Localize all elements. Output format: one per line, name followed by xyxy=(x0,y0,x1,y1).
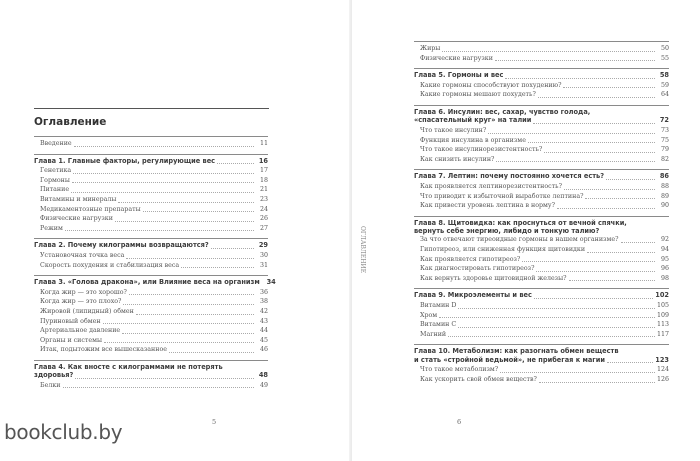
toc-entry xyxy=(414,274,669,284)
leader-dots xyxy=(129,294,254,295)
toc-entry-title: Глава 10. Метаболизм: как разогнать обмен веществ xyxy=(414,347,619,356)
toc-entry-title: Скорость похудения и стабилизация веса xyxy=(40,261,180,269)
toc-entry xyxy=(34,297,268,307)
toc-entry-title: Установочная точка веса xyxy=(40,251,125,259)
toc-entry xyxy=(414,264,669,274)
toc-entry xyxy=(414,311,669,321)
toc-entry-page: 23 xyxy=(259,195,268,203)
leader-dots xyxy=(522,261,655,262)
toc-entry-page: 24 xyxy=(259,205,268,213)
leader-dots xyxy=(169,352,254,353)
toc-left xyxy=(34,136,276,395)
leader-dots xyxy=(75,378,254,379)
toc-entry-title: Физические нагрузки xyxy=(40,215,113,223)
toc-entry xyxy=(34,307,268,317)
toc-entry xyxy=(414,235,669,245)
toc-entry-page: 89 xyxy=(660,192,669,200)
leader-dots xyxy=(536,271,655,272)
toc-entry-page: 88 xyxy=(660,182,669,190)
toc-entry-page: 94 xyxy=(660,246,669,254)
toc-entry xyxy=(414,126,669,136)
leader-dots xyxy=(217,163,254,164)
toc-entry-page: 73 xyxy=(660,126,669,134)
toc-entry-title: Магний xyxy=(420,330,447,338)
toc-entry-page: 43 xyxy=(259,317,268,325)
leader-dots xyxy=(563,87,655,88)
toc-entry xyxy=(34,185,268,195)
leader-dots xyxy=(181,267,254,268)
toc-chapter-heading xyxy=(414,227,669,235)
toc-entry-title: Глава 9. Микроэлементы и вес xyxy=(414,291,532,300)
toc-entry-page: 21 xyxy=(259,186,268,194)
toc-entry-title: Глава 4. Как вносте с килограммами не потерять xyxy=(34,362,223,371)
toc-entry-title: Глава 5. Гормоны и вес xyxy=(414,71,504,80)
toc-entry-page: 36 xyxy=(259,288,268,296)
toc-chapter-heading xyxy=(34,278,276,288)
toc-entry xyxy=(34,336,268,346)
leader-dots xyxy=(564,189,655,190)
toc-entry-page: 50 xyxy=(660,45,669,52)
toc-entry-page: 75 xyxy=(660,136,669,144)
page-number-right: 6 xyxy=(457,418,462,426)
toc-entry-page: 109 xyxy=(656,311,669,319)
toc-entry xyxy=(34,176,268,186)
toc-entry-page: 117 xyxy=(656,330,669,338)
toc-chapter-heading xyxy=(34,363,268,371)
toc-entry xyxy=(414,320,669,330)
toc-entry-title: Жировой (липидный) обмен xyxy=(40,307,134,315)
toc-entry-title: здоровья? xyxy=(34,371,74,380)
toc-entry-page: 95 xyxy=(660,255,669,263)
toc-chapter-heading xyxy=(414,172,669,182)
leader-dots xyxy=(534,298,653,299)
leader-dots xyxy=(115,221,254,222)
toc-entry-title: Артериальное давление xyxy=(40,327,121,335)
toc-entry xyxy=(34,317,268,327)
toc-entry-title: Когда жир — это хорошо? xyxy=(40,288,127,296)
toc-entry-title: Пуриновый обмен xyxy=(40,317,101,325)
toc-entry xyxy=(34,261,268,271)
leader-dots xyxy=(621,242,656,243)
toc-entry-page: 124 xyxy=(656,366,669,374)
toc-entry xyxy=(414,54,669,64)
toc-section xyxy=(34,275,276,355)
toc-section xyxy=(414,41,669,63)
leader-dots xyxy=(63,387,255,388)
toc-entry-page: 96 xyxy=(660,265,669,273)
leader-dots xyxy=(74,146,254,147)
toc-entry-title: Глава 2. Почему килограммы возвращаются? xyxy=(34,241,209,250)
toc-entry-page: 49 xyxy=(259,381,268,389)
toc-entry-title: Что приводит к избыточной выработке лептина? xyxy=(420,192,584,200)
toc-entry-page: 46 xyxy=(259,346,268,354)
toc-entry-title: Какие гормоны способствуют похудению? xyxy=(420,81,562,89)
toc-chapter-heading xyxy=(414,219,669,227)
toc-chapter-heading xyxy=(34,371,268,381)
toc-entry-title: Белки xyxy=(40,381,61,389)
toc-entry-title: Гипотиреоз, или сниженная функция щитовидки xyxy=(420,246,586,254)
toc-entry-page: 55 xyxy=(660,54,669,62)
toc-entry xyxy=(34,205,268,215)
toc-chapter-heading xyxy=(34,241,268,251)
toc-chapter-heading xyxy=(34,157,268,167)
toc-entry-title: Как проявляется лептинорезистентность? xyxy=(420,182,562,190)
toc-entry-title: Витамин С xyxy=(420,321,457,329)
toc-chapter-heading xyxy=(414,291,669,301)
leader-dots xyxy=(104,342,254,343)
toc-entry-title: Какие гормоны мешают похудеть? xyxy=(420,91,536,99)
toc-entry xyxy=(414,375,669,385)
toc-entry xyxy=(414,330,669,340)
toc-entry-page: 79 xyxy=(660,146,669,154)
toc-entry-page: 48 xyxy=(258,371,268,380)
leader-dots xyxy=(442,51,655,52)
toc-entry-title: Хром xyxy=(420,311,438,319)
toc-entry-page: 102 xyxy=(655,291,669,300)
toc-entry-title: Глава 3. «Голова дракона», или Влияние веса на организм xyxy=(34,278,260,287)
leader-dots xyxy=(126,258,254,259)
toc-entry-title: За что отвечают тиреоидные гормоны в нашем организме? xyxy=(420,236,619,244)
toc-entry-page: 31 xyxy=(259,261,268,269)
toc-entry-title: Витамины и минералы xyxy=(40,195,117,203)
toc-entry xyxy=(34,288,268,298)
toc-entry-page: 86 xyxy=(659,172,669,181)
toc-entry xyxy=(414,301,669,311)
toc-entry xyxy=(414,192,669,202)
leader-dots xyxy=(65,230,254,231)
toc-entry-title: Как проявляется гипотиреоз? xyxy=(420,255,521,263)
toc-entry-title: Как диагностировать гипотиреоз? xyxy=(420,265,535,273)
toc-entry-page: 64 xyxy=(660,91,669,99)
leader-dots xyxy=(539,382,655,383)
leader-dots xyxy=(73,173,254,174)
toc-section xyxy=(34,360,268,391)
toc-entry xyxy=(414,136,669,146)
leader-dots xyxy=(585,198,655,199)
toc-entry-title: Глава 6. Инсулин: вес, сахар, чувство голода, xyxy=(414,107,591,116)
toc-entry-page: 34 xyxy=(266,278,276,287)
toc-entry-title: Глава 8. Щитовидка: как проснуться от вечной спячки, xyxy=(414,218,627,227)
toc-entry-title: Режим xyxy=(40,224,63,232)
toc-entry-title: Итак, подытожим все вышесказанное xyxy=(40,346,167,354)
toc-chapter-heading xyxy=(414,347,669,355)
leader-dots xyxy=(458,327,655,328)
toc-entry-title: Что такое метаболизм? xyxy=(420,366,499,374)
leader-dots xyxy=(458,308,655,309)
toc-entry-page: 44 xyxy=(259,327,268,335)
toc-entry-title: Глава 1. Главные факторы, регулирующие вес xyxy=(34,156,216,165)
toc-chapter-heading xyxy=(414,116,669,126)
toc-chapter-heading xyxy=(414,71,669,81)
toc-entry xyxy=(414,145,669,155)
toc-entry-page: 82 xyxy=(660,155,669,163)
toc-entry-title: Что такое инсулинорезистентность? xyxy=(420,146,543,154)
leader-dots xyxy=(123,304,254,305)
toc-entry-title: Как вернуть здоровье щитовидной железы? xyxy=(420,274,567,282)
toc-entry-title: Глава 7. Лептин: почему постоянно хочется есть? xyxy=(414,172,605,181)
toc-entry-page: 123 xyxy=(655,355,669,364)
toc-entry-page: 42 xyxy=(259,307,268,315)
leader-dots xyxy=(439,317,655,318)
toc-title: Оглавление xyxy=(34,116,107,128)
leader-dots xyxy=(488,133,655,134)
toc-entry-title: Генетика xyxy=(40,167,72,175)
running-head: ОГЛАВЛЕНИЕ xyxy=(359,226,366,274)
toc-entry-title: Как снизить инсулин? xyxy=(420,155,495,163)
toc-entry-title: и стать «стройной ведьмой», не прибегая к магии xyxy=(414,355,605,364)
toc-entry xyxy=(34,224,268,234)
toc-entry xyxy=(414,81,669,91)
leader-dots xyxy=(143,211,254,212)
toc-entry xyxy=(34,326,268,336)
toc-entry xyxy=(414,201,669,211)
toc-entry-page: 126 xyxy=(656,376,669,383)
toc-entry-title: Витамин D xyxy=(420,302,457,310)
toc-entry-title: Функция инсулина в организме xyxy=(420,136,526,144)
toc-entry-title: Гормоны xyxy=(40,176,70,184)
toc-entry-page: 92 xyxy=(660,236,669,244)
toc-entry-page: 59 xyxy=(660,81,669,89)
leader-dots xyxy=(557,208,655,209)
leader-dots xyxy=(72,182,254,183)
toc-entry-title: Что такое инсулин? xyxy=(420,126,487,134)
toc-entry-title: Физические нагрузки xyxy=(420,54,493,62)
toc-chapter-heading xyxy=(414,108,669,116)
leader-dots xyxy=(495,60,655,61)
leader-dots xyxy=(496,161,655,162)
toc-entry-title: Как ускорить свой обмен веществ? xyxy=(420,376,537,383)
toc-right xyxy=(414,41,669,390)
toc-entry-page: 113 xyxy=(656,321,669,329)
toc-entry-page: 30 xyxy=(259,251,268,259)
toc-entry-title: Питание xyxy=(40,186,70,194)
leader-dots xyxy=(103,323,254,324)
toc-entry xyxy=(414,245,669,255)
toc-entry-page: 105 xyxy=(656,302,669,310)
toc-entry-title: «спасательный круг» на талии xyxy=(414,116,532,125)
leader-dots xyxy=(211,248,254,249)
leader-dots xyxy=(118,202,254,203)
toc-entry xyxy=(414,365,669,375)
leader-dots xyxy=(606,179,655,180)
toc-entry-page: 38 xyxy=(259,298,268,306)
leader-dots xyxy=(533,123,655,124)
leader-dots xyxy=(448,336,655,337)
toc-entry xyxy=(34,345,268,355)
leader-dots xyxy=(569,280,655,281)
toc-entry-title: Медикаментозные препараты xyxy=(40,205,141,213)
toc-entry-title: вернуть себе энергию, либидо и тонкую талию? xyxy=(414,227,600,236)
leader-dots xyxy=(136,314,254,315)
toc-entry xyxy=(414,90,669,100)
toc-entry xyxy=(414,155,669,165)
leader-dots xyxy=(122,333,254,334)
watermark: bookclub.by xyxy=(4,420,123,444)
toc-entry-title: Как привести уровень лептина в норму? xyxy=(420,202,555,210)
toc-entry xyxy=(34,195,268,205)
toc-entry xyxy=(34,214,268,224)
toc-entry xyxy=(414,44,669,54)
toc-entry xyxy=(34,381,268,391)
leader-dots xyxy=(505,78,655,79)
toc-entry-page: 90 xyxy=(660,202,669,210)
toc-section xyxy=(414,344,669,384)
toc-section xyxy=(34,136,268,149)
toc-section xyxy=(34,238,268,270)
toc-entry-page: 26 xyxy=(259,215,268,223)
toc-entry xyxy=(414,182,669,192)
toc-section xyxy=(414,216,669,284)
toc-entry-page: 16 xyxy=(258,156,268,165)
toc-section xyxy=(414,105,669,164)
toc-entry-title: Когда жир — это плохо? xyxy=(40,298,122,306)
toc-entry xyxy=(34,166,268,176)
toc-section xyxy=(414,68,669,100)
page-number-left: 5 xyxy=(212,418,217,426)
toc-entry-page: 18 xyxy=(259,176,268,184)
toc-entry-page: 11 xyxy=(259,140,268,147)
leader-dots xyxy=(587,252,655,253)
toc-section xyxy=(414,288,669,339)
leader-dots xyxy=(544,152,655,153)
toc-entry-title: Жиры xyxy=(420,45,441,52)
toc-section xyxy=(414,169,669,210)
leader-dots xyxy=(71,192,254,193)
leader-dots xyxy=(607,362,653,363)
toc-entry-page: 45 xyxy=(259,336,268,344)
toc-entry xyxy=(34,251,268,261)
toc-entry-page: 29 xyxy=(258,241,268,250)
toc-entry-page: 98 xyxy=(660,274,669,282)
toc-entry-page: 17 xyxy=(259,167,268,175)
toc-entry-title: Органы и системы xyxy=(40,336,103,344)
toc-entry-page: 72 xyxy=(659,116,669,125)
leader-dots xyxy=(538,97,655,98)
toc-entry-title: Введение xyxy=(40,140,72,147)
leader-dots xyxy=(500,372,655,373)
toc-entry-page: 27 xyxy=(259,224,268,232)
top-rule xyxy=(34,108,269,109)
toc-entry xyxy=(414,255,669,265)
toc-entry-page: 58 xyxy=(659,71,669,80)
toc-entry xyxy=(34,139,268,149)
leader-dots xyxy=(528,142,655,143)
toc-section xyxy=(34,154,268,234)
toc-chapter-heading xyxy=(414,356,669,366)
